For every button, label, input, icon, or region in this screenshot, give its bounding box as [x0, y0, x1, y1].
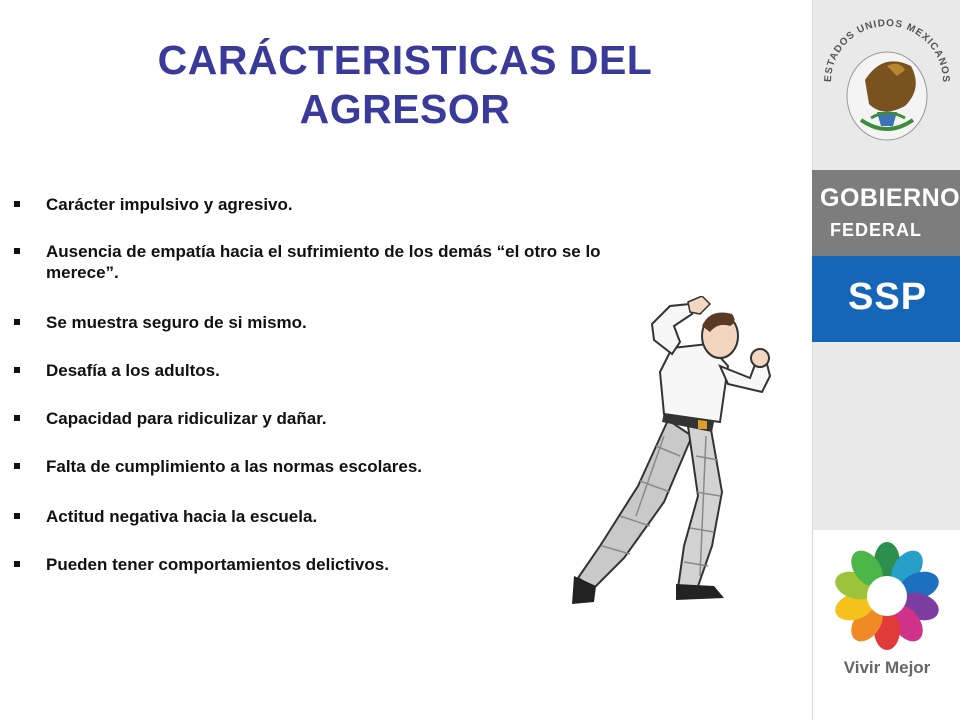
bullet-text: Actitud negativa hacia la escuela.	[46, 507, 318, 526]
federal-label: FEDERAL	[830, 220, 922, 240]
bullet-text: Carácter impulsivo y agresivo.	[46, 195, 293, 214]
bullet-item	[14, 241, 664, 283]
bullet-item	[14, 360, 220, 381]
bullet-square-icon	[14, 415, 20, 421]
bullet-item	[14, 506, 317, 527]
bullet-item	[14, 194, 293, 215]
gobierno-label: GOBIERNO	[820, 184, 960, 212]
title-line-1: CARÁCTERISTICAS DEL	[157, 37, 653, 83]
bullet-square-icon	[14, 319, 20, 325]
bullet-square-icon	[14, 367, 20, 373]
right-branding-panel	[812, 0, 960, 720]
bullet-square-icon	[14, 513, 20, 519]
aggressor-figure-illustration	[560, 296, 790, 612]
bullet-square-icon	[14, 248, 20, 254]
mexican-coat-of-arms-icon	[813, 0, 960, 170]
bullet-item	[14, 554, 389, 575]
vivir-mejor-flower-icon	[813, 530, 960, 658]
bullet-square-icon	[14, 201, 20, 207]
bullet-text: Se muestra seguro de si mismo.	[46, 313, 307, 332]
seal-text: ESTADOS UNIDOS MEXICANOS	[822, 17, 952, 84]
bullet-item	[14, 312, 307, 333]
bullet-item	[14, 456, 422, 477]
ssp-label: SSP	[848, 276, 928, 318]
bullet-text: Desafía a los adultos.	[46, 361, 220, 380]
vivir-mejor-section	[812, 530, 960, 720]
slide-title	[60, 36, 750, 134]
bullet-item	[14, 408, 327, 429]
gobierno-federal-section	[812, 170, 960, 256]
bullet-text: Pueden tener comportamientos delictivos.	[46, 555, 389, 574]
vivir-mejor-label: Vivir Mejor	[843, 658, 931, 677]
bullet-text: Ausencia de empatía hacia el sufrimiento de los demás “el otro se lo merece”.	[46, 242, 601, 282]
bullet-text: Falta de cumplimiento a las normas escolares.	[46, 457, 423, 476]
bullet-square-icon	[14, 561, 20, 567]
bullet-text: Capacidad para ridiculizar y dañar.	[46, 409, 327, 428]
ssp-section	[812, 256, 960, 342]
bullet-square-icon	[14, 463, 20, 469]
seal-section	[812, 0, 960, 170]
panel-spacer	[812, 342, 960, 530]
title-line-2: AGRESOR	[299, 86, 511, 132]
